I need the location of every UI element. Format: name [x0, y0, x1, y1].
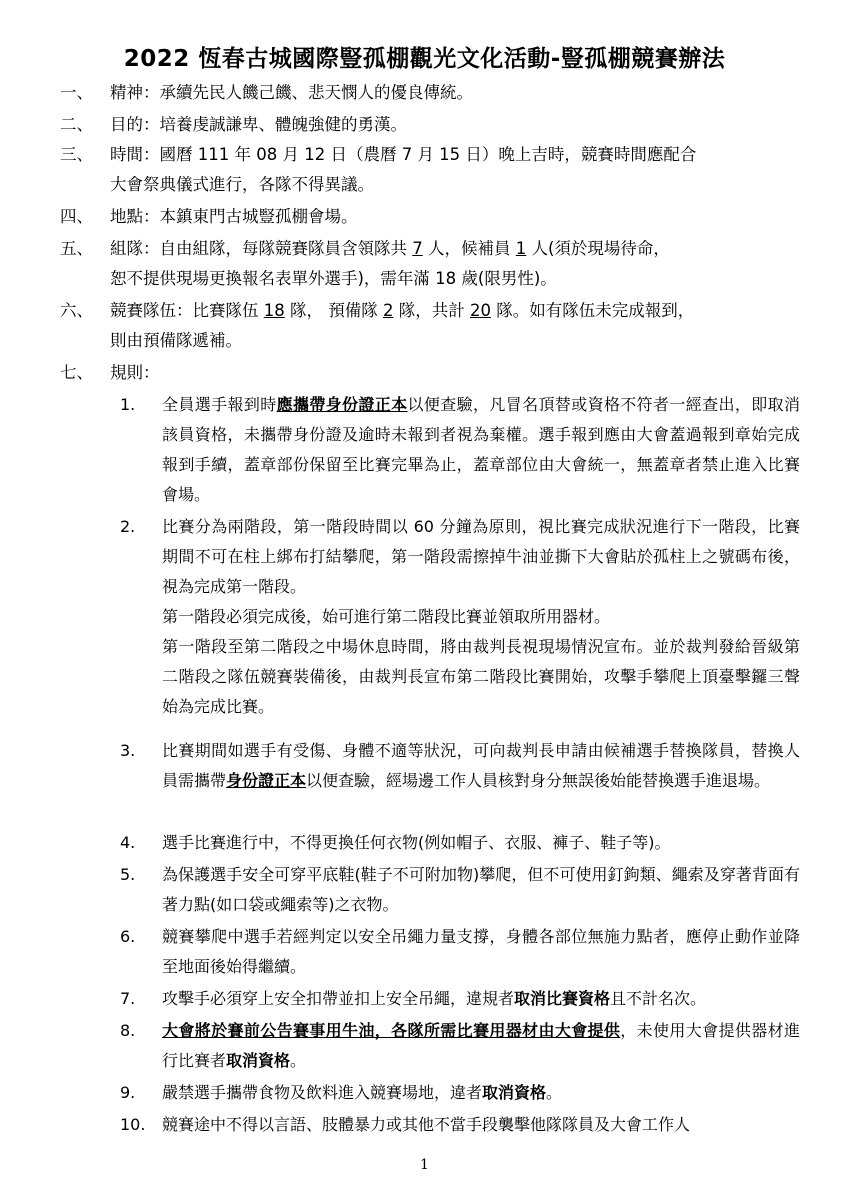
rule-item — [120, 736, 800, 796]
rule-paragraph: 比賽分為兩階段，第一階段時間以 60 分鐘為原則，視比賽完成狀況進行下一階段，比賽期間不可在柱上綁布打結攀爬，第一階段需擦掉牛油並撕下大會貼於孤柱上之號碼布後，視為完成第一階段。 — [162, 517, 800, 596]
rule-text: 競賽攀爬中選手若經判定以安全吊繩力量支撐，身體各部位無施力點者，應停止動作並降至地面後始得繼續。 — [162, 927, 800, 976]
section-team-formation — [60, 234, 800, 294]
section-time — [60, 140, 800, 200]
rule-item — [120, 828, 800, 858]
emphasis-text: 取消資格 — [226, 1051, 291, 1070]
rule-paragraph: 第一階段必須完成後，始可進行第二階段比賽並領取所用器材。 — [162, 607, 611, 626]
rule-item — [120, 984, 800, 1014]
section-location — [60, 202, 800, 232]
text-run: 競賽隊伍：比賽隊伍 — [110, 301, 264, 320]
section-teams — [60, 296, 800, 356]
rule-item — [120, 390, 800, 510]
section-text: 目的：培養虔誠謙卑、體魄強健的勇漢。 — [110, 115, 407, 134]
text-run: 且不計名次。 — [610, 989, 707, 1008]
text-run: 嚴禁選手攜帶食物及飲料進入競賽場地，違者 — [162, 1083, 483, 1102]
text-run: 隊，共計 — [393, 301, 470, 320]
text-run: 隊。如有隊伍未完成報到， — [491, 301, 695, 320]
section-text — [110, 296, 800, 356]
section-number: 六、 — [60, 301, 93, 320]
rule-text — [162, 1016, 800, 1076]
rule-paragraph: 第一階段至第二階段之中場休息時間，將由裁判長視現場情況宣布。並於裁判發給晉級第二階段之隊伍競賽裝備後，由裁判長宣布第二階段比賽開始，攻擊手攀爬上頂臺擊鑼三聲始為完成比賽。 — [162, 637, 800, 716]
team-size-value: 7 — [412, 239, 423, 258]
text-run: 組隊：自由組隊，每隊競賽隊員含領隊共 — [110, 239, 413, 258]
rule-number: 7. — [120, 989, 136, 1008]
text-run: 以便查驗，經場邊工作人員核對身分無誤後始能替換選手進退場。 — [306, 771, 771, 790]
section-line — [110, 296, 800, 326]
section-line: 大會祭典儀式進行，各隊不得異議。 — [110, 175, 374, 194]
rule-text: 選手比賽進行中，不得更換任何衣物(例如帽子、衣服、褲子、鞋子等)。 — [162, 833, 671, 852]
section-number: 二、 — [60, 115, 93, 134]
text-run: 攻擊手必須穿上安全扣帶並扣上安全吊繩，違規者 — [162, 989, 515, 1008]
rule-number: 3. — [120, 741, 136, 760]
section-text: 規則： — [110, 363, 160, 382]
rule-number: 4. — [120, 833, 136, 852]
section-text: 精神：承續先民人饑己饑、悲天憫人的優良傳統。 — [110, 83, 473, 102]
emphasis-text: 應攜帶身份證正本 — [276, 395, 408, 414]
rule-item — [120, 860, 800, 920]
emphasis-text: 取消比賽資格 — [514, 989, 611, 1008]
rule-text — [162, 984, 800, 1014]
text-run: 人(須於現場待命， — [526, 239, 670, 258]
section-number: 四、 — [60, 207, 93, 226]
section-spirit — [60, 78, 800, 108]
section-number: 三、 — [60, 145, 93, 164]
section-number: 七、 — [60, 363, 93, 382]
rule-number: 9. — [120, 1083, 136, 1102]
section-text — [110, 234, 800, 294]
rule-text — [162, 1078, 800, 1108]
team-count-value: 18 — [263, 301, 285, 320]
rule-number: 5. — [120, 865, 136, 884]
section-text — [110, 140, 800, 200]
rule-text — [162, 390, 800, 510]
rule-item — [120, 512, 800, 722]
section-line: 則由預備隊遞補。 — [110, 331, 242, 350]
emphasis-text: 身份證正本 — [226, 771, 307, 790]
text-run: 比賽期間如選手有受傷、身體不適等狀況，可向裁判長申請由候補選手替換隊員，替換人員需攜帶 — [162, 741, 800, 790]
section-line: 時間：國曆 111 年 08 月 12 日（農曆 7 月 15 日）晚上吉時，競賽時間應配合 — [110, 145, 697, 164]
text-run: 以便查驗，凡冒名頂替或資格不符者一經查出，即取消該員資格，未攜帶身份證及逾時未報到者視為棄權。選手報到應由大會蓋過報到章始完成報到手續，蓋章部份保留至比賽完畢為止，蓋章部位由大會統一，無蓋章者禁止進入比賽會場。 — [162, 395, 800, 504]
rule-number: 2. — [120, 517, 136, 536]
section-text: 地點：本鎮東門古城豎孤棚會場。 — [110, 207, 358, 226]
page-number: 1 — [420, 1157, 429, 1173]
emphasis-text: 取消資格 — [482, 1083, 547, 1102]
rule-number: 6. — [120, 927, 136, 946]
substitute-count-value: 1 — [515, 239, 527, 258]
reserve-count-value: 2 — [383, 301, 394, 320]
section-line: 恕不提供現場更換報名表單外選手)，需年滿 18 歲(限男性)。 — [110, 269, 557, 288]
rule-text: 競賽途中不得以言語、肢體暴力或其他不當手段襲擊他隊隊員及大會工作人 — [162, 1115, 691, 1134]
rule-item — [120, 1110, 800, 1140]
rule-number: 10. — [120, 1115, 146, 1134]
rule-item — [120, 922, 800, 982]
total-count-value: 20 — [470, 301, 491, 320]
page-title: 2022 恆春古城國際豎孤棚觀光文化活動-豎孤棚競賽辦法 — [123, 46, 726, 72]
rule-text — [162, 512, 800, 722]
rule-text: 為保護選手安全可穿平底鞋(鞋子不可附加物)攀爬，但不可使用釘鉤類、繩索及穿著背面有著力點(如口袋或繩索等)之衣物。 — [162, 865, 800, 914]
rule-item — [120, 1016, 800, 1076]
section-rules — [60, 358, 800, 388]
text-run: 。 — [290, 1051, 307, 1070]
rule-number: 1. — [120, 395, 136, 414]
section-purpose — [60, 110, 800, 140]
text-run: 隊， 預備隊 — [284, 301, 383, 320]
section-line — [110, 234, 800, 264]
text-run: 人，候補員 — [422, 239, 516, 258]
rule-number: 8. — [120, 1021, 136, 1040]
section-number: 五、 — [60, 239, 93, 258]
text-run: 。 — [546, 1083, 563, 1102]
section-number: 一、 — [60, 83, 93, 102]
emphasis-text: 大會將於賽前公告賽事用牛油，各隊所需比賽用器材由大會提供 — [162, 1021, 621, 1040]
text-run: 全員選手報到時 — [162, 395, 277, 414]
rule-text — [162, 736, 800, 796]
rule-item — [120, 1078, 800, 1108]
text-run: ，未使用大會提供器材進行比賽者 — [162, 1021, 800, 1070]
